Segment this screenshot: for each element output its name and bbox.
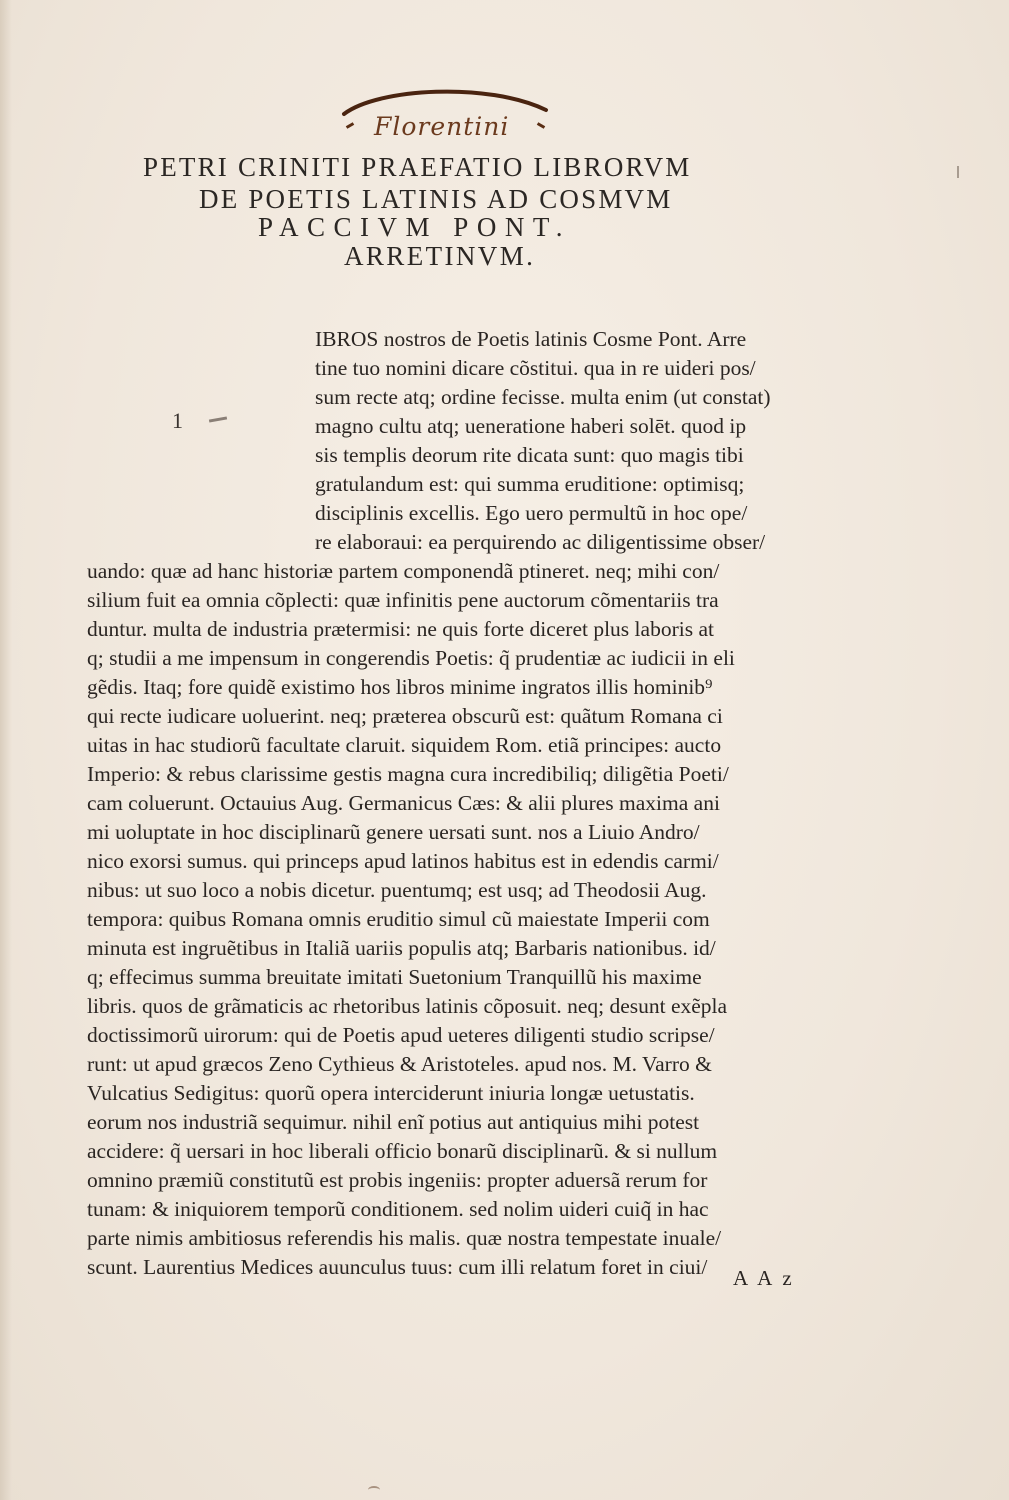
text-line: accidere: q̃ uersari in hoc liberali officio bonarũ disciplinarũ. & si nullum bbox=[87, 1139, 718, 1163]
signature-mark: A A z bbox=[733, 1266, 795, 1290]
heading-line-4: ARRETINVM. bbox=[344, 241, 536, 271]
text-line: parte nimis ambitiosus referendis his malis. quæ nostra tempestate inuale/ bbox=[87, 1226, 722, 1250]
text-line: cam coluerunt. Octauius Aug. Germanicus Cæs: & alii plures maxima ani bbox=[87, 791, 720, 815]
text-line: qui recte iudicare uoluerint. neq; præterea obscurũ est: quãtum Romana ci bbox=[87, 704, 723, 728]
text-line: minuta est ingruẽtibus in Italiã uariis populis atq; Barbaris nationibus. id/ bbox=[87, 936, 716, 960]
text-line: runt: ut apud græcos Zeno Cythieus & Aristoteles. apud nos. M. Varro & bbox=[87, 1052, 712, 1076]
heading-line-2: DE POETIS LATINIS AD COSMVM bbox=[199, 184, 673, 214]
text-line: mi uoluptate in hoc disciplinarũ genere uersati sunt. nos a Liuio Andro/ bbox=[87, 820, 700, 844]
text-line: uitas in hac studiorũ facultate claruit. siquidem Rom. etiã principes: aucto bbox=[87, 733, 722, 757]
text-line: eorum nos industriã sequimur. nihil enĩ potius aut antiquius mihi potest bbox=[87, 1110, 700, 1134]
text-line: q; studii a me impensum in congerendis Poetis: q̃ prudentiæ ac iudicii in eli bbox=[87, 646, 735, 670]
text-line: sum recte atq; ordine fecisse. multa enim (ut constat) bbox=[315, 385, 771, 409]
text-line: uando: quæ ad hanc historiæ partem componendã ptineret. neq; mihi con/ bbox=[87, 559, 720, 583]
text-line: scunt. Laurentius Medices auunculus tuus: cum illi relatum foret in ciui/ bbox=[87, 1255, 708, 1279]
text-line: tempora: quibus Romana omnis eruditio simul cũ maiestate Imperii com bbox=[87, 907, 710, 931]
text-line: q; effecimus summa breuitate imitati Suetonium Tranquillũ his maxime bbox=[87, 965, 702, 989]
heading-line-3: PACCIVM PONT. bbox=[258, 212, 572, 242]
margin-numeral: 1 bbox=[172, 408, 183, 433]
text-line: Imperio: & rebus clarissime gestis magna cura incredibiliq; diligẽtia Poeti/ bbox=[87, 762, 729, 786]
heading-line-1: PETRI CRINITI PRAEFATIO LIBRORVM bbox=[143, 152, 692, 182]
text-line: IBROS nostros de Poetis latinis Cosme Pont. Arre bbox=[315, 327, 747, 351]
text-line: tine tuo nomini dicare cõstitui. qua in re uideri pos/ bbox=[315, 356, 756, 380]
text-line: gẽdis. Itaq; fore quidẽ existimo hos libros minime ingratos illis hominib⁹ bbox=[87, 675, 713, 699]
text-line: Vulcatius Sedigitus: quorũ opera interciderunt iniuria longæ uetustatis. bbox=[87, 1081, 695, 1105]
text-line: libris. quos de grãmaticis ac rhetoribus latinis cõposuit. neq; desunt exẽpla bbox=[87, 994, 728, 1018]
text-line: nico exorsi sumus. qui princeps apud latinos habitus est in edendis carmi/ bbox=[87, 849, 719, 873]
text-line: gratulandum est: qui summa eruditione: optimisq; bbox=[315, 472, 745, 496]
handwritten-annotation: Florentini bbox=[374, 112, 510, 141]
text-line: doctissimorũ uirorum: qui de Poetis apud ueteres diligenti studio scripse/ bbox=[87, 1023, 715, 1047]
text-line: disciplinis excellis. Ego uero permultũ in hoc ope/ bbox=[315, 501, 748, 525]
bottom-edge-mark bbox=[368, 1486, 380, 1494]
text-line: re elaboraui: ea perquirendo ac diligentissime obser/ bbox=[315, 530, 766, 554]
text-line: silium fuit ea omnia cõplecti: quæ infinitis pene auctorum cõmentariis tra bbox=[87, 588, 719, 612]
text-line: omnino præmiũ constitutũ est probis ingeniis: propter aduersã rerum for bbox=[87, 1168, 708, 1192]
text-line: duntur. multa de industria prætermisi: ne quis forte diceret plus laboris at bbox=[87, 617, 714, 641]
text-line: tunam: & iniquiorem temporũ conditionem. sed nolim uideri cuiq̃ in hac bbox=[87, 1197, 709, 1221]
text-line: sis templis deorum rite dicata sunt: quo magis tibi bbox=[315, 443, 744, 467]
text-line: magno cultu atq; ueneratione haberi solēt. quod ip bbox=[315, 414, 747, 438]
text-line: nibus: ut suo loco a nobis dicetur. puentumq; est usq; ad Theodosii Aug. bbox=[87, 878, 707, 902]
